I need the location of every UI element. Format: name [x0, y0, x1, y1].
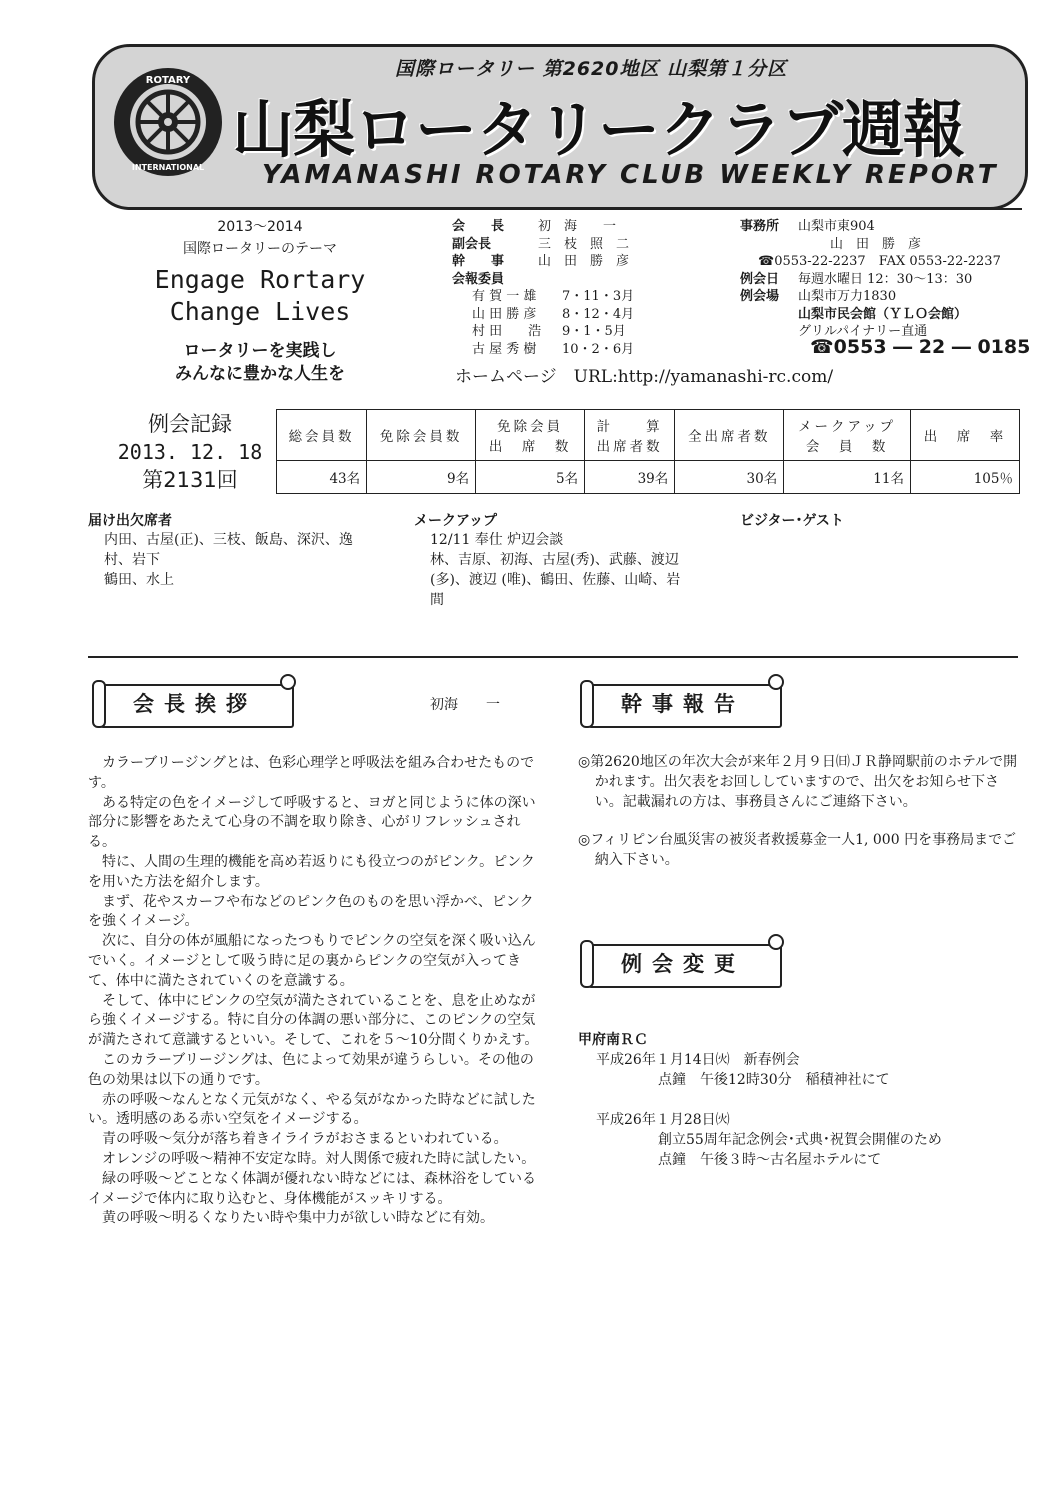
rotary-wheel-logo [112, 66, 224, 178]
officer-role: 会報委員 [452, 271, 505, 287]
meeting-record-title [100, 410, 280, 494]
meeting-day-label: 例会日 [740, 271, 780, 287]
value-cell: 39名 [585, 461, 675, 494]
officer-role: 副会長 [452, 236, 492, 252]
header-cell: 全出席者数 [675, 410, 784, 461]
district-line: 国際ロータリー 第2620地区 山梨第１分区 [395, 58, 788, 80]
paragraph: 赤の呼吸～なんとなく元気がなく、やる気がなかった時などに試したい。透明感のある赤い空気をイメージする。 [88, 1091, 536, 1128]
committee-name: 村 田 浩 [472, 324, 542, 339]
paragraph: まず、花やスカーフや布などのピンク色のものを思い浮かべ、ピンクを強くイメージ。 [88, 893, 534, 930]
president-heading-scroll [92, 680, 292, 728]
theme-english [130, 264, 390, 328]
theme-english-line: Engage Rortary [154, 265, 366, 294]
absent-title: 届け出欠席者 [88, 513, 172, 529]
value-cell: 5名 [476, 461, 585, 494]
president-message-body [88, 754, 540, 1229]
title-japanese: 山梨ロータリークラブ週報 [232, 93, 965, 166]
attendance-stats-table [276, 409, 1020, 494]
section-heading: 例会変更 [621, 952, 745, 976]
meeting-place-label: 例会場 [740, 289, 780, 304]
paragraph: 次に、自分の体が風船になったつもりでピンクの空気を深く吸い込んでいく。イメージとして吸う時に足の裏からピンクの空気が入ってきて、体中に満たされていくのを意識する。 [88, 933, 536, 989]
change-line: 点鐘 午後12時30分 稲積神社にて [658, 1072, 890, 1088]
committee-months: 10・2・6月 [562, 341, 635, 357]
officers-list [452, 218, 634, 358]
club-name: 甲府南ＲＣ [578, 1032, 648, 1048]
direct-phone: ☎0553 ― 22 ― 0185 [810, 336, 1031, 358]
report-note: ◎第2620地区の年次大会が来年２月９日㈰ＪＲ静岡駅前のホテルで開かれます。出欠表をお回ししていますので、出欠をお知らせ下さい。記載漏れの方は、事務員さんにご連絡下さい。 [578, 754, 1018, 810]
meeting-place: グリルパイナリー直通 [798, 324, 928, 339]
makeup-line: (多)、渡辺 (唯)、鶴田、佐藤、山崎、岩 [430, 572, 681, 588]
office-label: 事務所 [740, 219, 780, 234]
record-date: 2013. 12. 18 [117, 440, 263, 464]
meeting-place: 山梨市万力1830 [798, 289, 897, 304]
value-cell: 105％ [910, 461, 1019, 494]
header-cell: 免除会員数 [367, 410, 476, 461]
absent-line: 村、岩下 [104, 552, 160, 568]
officer-name: 山 田 勝 彦 [538, 254, 630, 269]
value-cell: 30名 [675, 461, 784, 494]
change-line: 創立55周年記念例会･式典･祝賀会開催のため [658, 1132, 942, 1148]
paragraph: 特に、人間の生理的機能を高め若返りにも役立つのがピンク。ピンクを用いた方法を紹介します。 [88, 853, 535, 890]
record-number: 第2131回 [142, 468, 238, 492]
paragraph: オレンジの呼吸～精神不安定な時。対人関係で疲れた時に試したい。 [102, 1150, 536, 1167]
change-line: 平成26年１月28日㈫ [596, 1112, 730, 1128]
theme-english-line: Change Lives [169, 297, 351, 326]
header-cell: 総会員数 [277, 410, 367, 461]
record-title: 例会記録 [148, 412, 232, 436]
divider [88, 656, 1018, 658]
office-address: 山梨市東904 [798, 219, 875, 234]
paragraph: ある特定の色をイメージして呼吸すると、ヨガと同じように体の深い部分に影響をあたえて心身の不調を取り除き、心がリフレッシュされる。 [88, 794, 536, 851]
absent-line: 鶴田、水上 [104, 572, 174, 588]
table-value-row [277, 461, 1020, 494]
theme-year: 2013～2014 [217, 219, 303, 235]
divider [426, 208, 1022, 210]
change-line: 平成26年１月14日㈫ 新春例会 [596, 1052, 800, 1068]
header-cell: メークアップ 会 員 数 [784, 410, 911, 461]
paragraph: このカラーブリージングは、色によって効果が違うらしい。その他の色の効果は以下の通りです。 [88, 1051, 534, 1088]
committee-name: 有 賀 一 雄 [472, 289, 537, 304]
section-heading: 幹事報告 [621, 692, 745, 716]
logo-top-text: ROTARY [145, 75, 191, 86]
theme-japanese [130, 340, 390, 386]
office-tel-fax: ☎0553-22-2237 FAX 0553-22-2237 [758, 254, 1001, 269]
change-line: 点鐘 午後３時～古名屋ホテルにて [658, 1152, 882, 1168]
secretary-heading-scroll [580, 680, 780, 728]
paragraph: 緑の呼吸～どことなく体調が優れない時などには、森林浴をしているイメージで体内に取り込むと、身体機能がスッキリする。 [88, 1170, 536, 1207]
office-person: 山 田 勝 彦 [830, 236, 922, 252]
theme-japanese-line: みんなに豊かな人生を [175, 364, 345, 384]
officer-name: 初 海 一 [538, 219, 617, 234]
meeting-place: 山梨市民会館（ＹＬＯ会館） [798, 306, 968, 322]
logo-bottom-text: INTERNATIONAL [131, 163, 205, 172]
table-header-row [277, 410, 1020, 461]
makeup-section [414, 510, 714, 610]
makeup-title: メークアップ [414, 513, 498, 529]
meeting-change-body [578, 1030, 1024, 1170]
value-cell: 43名 [277, 461, 367, 494]
homepage-link[interactable]: ホームページ URL:http://yamanashi-rc.com/ [455, 367, 834, 387]
paragraph: そして、体中にピンクの空気が満たされていることを、息を止めながら強くイメージする。特に自分の体調の悪い部分に、このピンクの空気が満たされて意識するといい。そして、これを５～10分間くりかえす。 [88, 992, 539, 1049]
office-info [740, 218, 1001, 341]
section-heading: 会長挨拶 [133, 692, 257, 716]
value-cell: 9名 [367, 461, 476, 494]
paragraph: カラーブリージングとは、色彩心理学と呼吸法を組み合わせたものです。 [88, 755, 535, 791]
title-english: YAMANASHI ROTARY CLUB WEEKLY REPORT [262, 160, 999, 190]
visitor-title: ビジター･ゲスト [740, 513, 844, 529]
committee-name: 古 屋 秀 樹 [472, 341, 537, 357]
officer-role: 幹 事 [452, 254, 505, 269]
header-cell: 出 席 率 [910, 410, 1019, 461]
secretary-report-body [578, 752, 1024, 870]
president-author: 初海 一 [430, 697, 500, 713]
makeup-line: 12/11 奉仕 炉辺会談 [430, 532, 564, 548]
header-cell: 計 算 出席者数 [585, 410, 675, 461]
absent-section [88, 510, 388, 590]
value-cell: 11名 [784, 461, 911, 494]
committee-months: 9・1・5月 [562, 324, 626, 339]
officer-role: 会 長 [452, 219, 505, 234]
meeting-change-heading-scroll [580, 940, 780, 988]
makeup-line: 間 [430, 592, 444, 608]
theme-label: 国際ロータリーのテーマ [183, 241, 337, 257]
paragraph: 青の呼吸～気分が落ち着きイライラがおさまるといわれている。 [102, 1131, 508, 1148]
header-cell: 免除会員 出 席 数 [476, 410, 585, 461]
meeting-day: 毎週水曜日 12：30～13：30 [798, 271, 973, 287]
makeup-line: 林、吉原、初海、古屋(秀)、武藤、渡辺 [430, 552, 679, 568]
officer-name: 三 枝 照 二 [538, 236, 630, 252]
committee-months: 7・11・3月 [562, 289, 635, 304]
committee-name: 山 田 勝 彦 [472, 306, 537, 322]
theme-japanese-line: ロータリーを実践し [183, 341, 337, 361]
committee-months: 8・12・4月 [562, 306, 635, 322]
report-note: ◎フィリピン台風災害の被災者救援募金一人1, 000 円を事務局までご納入下さい。 [578, 832, 1017, 868]
absent-line: 内田、古屋(正)、三枝、飯島、深沢、逸 [104, 532, 353, 548]
paragraph: 黄の呼吸～明るくなりたい時や集中力が欲しい時などに有効。 [102, 1210, 494, 1227]
